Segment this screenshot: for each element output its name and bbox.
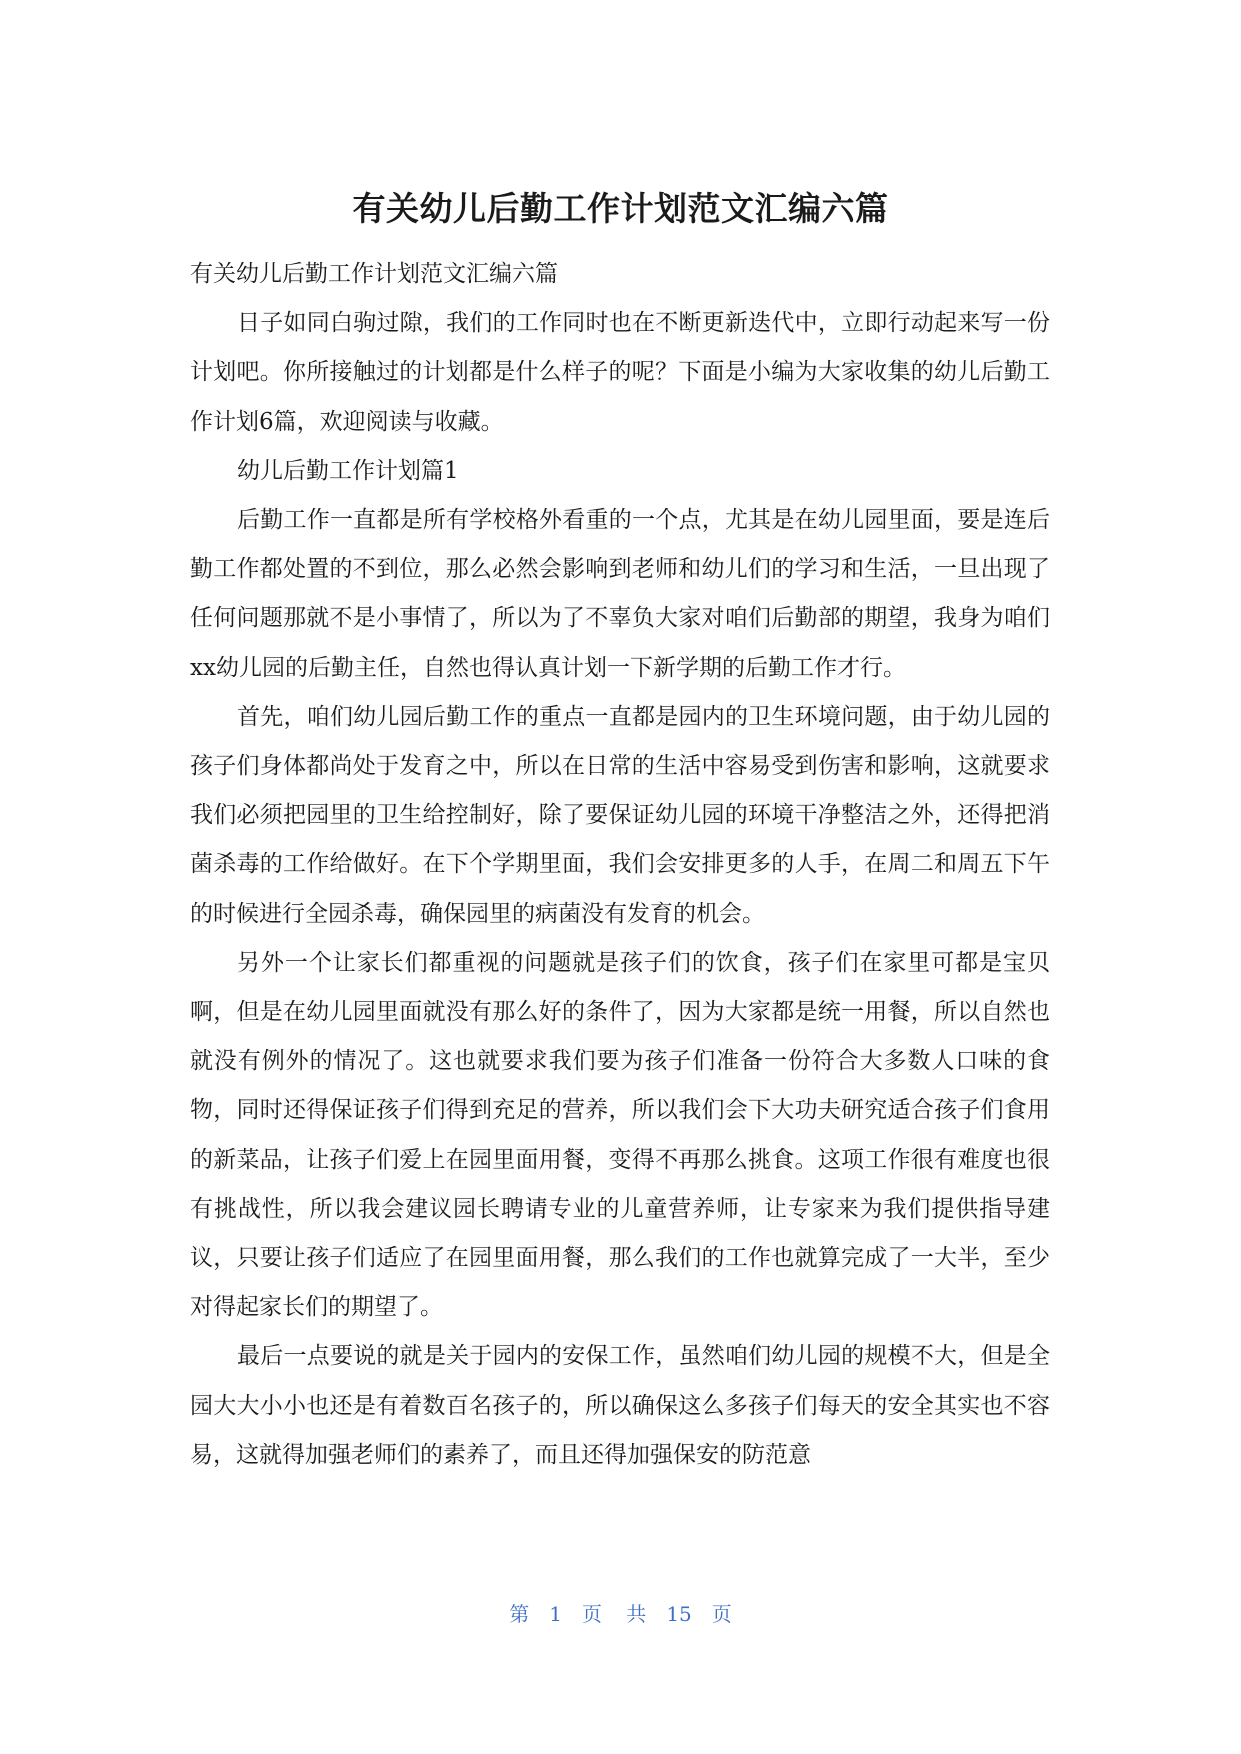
- document-title: 有关幼儿后勤工作计划范文汇编六篇: [352, 189, 889, 228]
- section-heading: 幼儿后勤工作计划篇1: [237, 457, 459, 484]
- document-body: [190, 250, 1050, 1480]
- page-footer: [0, 1601, 1241, 1627]
- intro-paragraph: 日子如同白驹过隙，我们的工作同时也在不断更新迭代中，立即行动起来写一份计划吧。你所接触过的计划都是什么样子的呢？下面是小编为大家收集的幼儿后勤工作计划6篇，欢迎阅读与收藏。: [190, 310, 1050, 435]
- footer-suffix: 页: [711, 1602, 732, 1626]
- body-paragraph: 最后一点要说的就是关于园内的安保工作，虽然咱们幼儿园的规模不大，但是全园大大小小也还是有着数百名孩子的，所以确保这么多孩子们每天的安全其实也不容易，这就得加强老师们的素养了，而且还得加强保安的防范意: [190, 1343, 1050, 1468]
- footer-middle: 页 共: [581, 1602, 647, 1626]
- footer-prefix: 第: [509, 1602, 530, 1626]
- footer-total-pages: 15: [666, 1602, 692, 1626]
- body-paragraph: 后勤工作一直都是所有学校格外看重的一个点，尤其是在幼儿园里面，要是连后勤工作都处置的不到位，那么必然会影响到老师和幼儿们的学习和生活，一旦出现了任何问题那就不是小事情了，所以为了不辜负大家对咱们后勤部的期望，我身为咱们xx幼儿园的后勤主任，自然也得认真计划一下新学期的后勤工作才行。: [190, 507, 1050, 681]
- subtitle-line: 有关幼儿后勤工作计划范文汇编六篇: [190, 261, 558, 287]
- body-paragraph: 另外一个让家长们都重视的问题就是孩子们的饮食，孩子们在家里可都是宝贝啊，但是在幼儿园里面就没有那么好的条件了，因为大家都是统一用餐，所以自然也就没有例外的情况了。这也就要求我们要为孩子们准备一份符合大多数人口味的食物，同时还得保证孩子们得到充足的营养，所以我们会下大功夫研究适合孩子们食用的新菜品，让孩子们爱上在园里面用餐，变得不再那么挑食。这项工作很有难度也很有挑战性，所以我会建议园长聘请专业的儿童营养师，让专家来为我们提供指导建议，只要让孩子们适应了在园里面用餐，那么我们的工作也就算完成了一大半，至少对得起家长们的期望了。: [190, 949, 1050, 1321]
- footer-page-number: 1: [549, 1602, 562, 1626]
- body-paragraph: 首先，咱们幼儿园后勤工作的重点一直都是园内的卫生环境问题，由于幼儿园的孩子们身体都尚处于发育之中，所以在日常的生活中容易受到伤害和影响，这就要求我们必须把园里的卫生给控制好，除了要保证幼儿园的环境干净整洁之外，还得把消菌杀毒的工作给做好。在下个学期里面，我们会安排更多的人手，在周二和周五下午的时候进行全园杀毒，确保园里的病菌没有发育的机会。: [190, 703, 1050, 927]
